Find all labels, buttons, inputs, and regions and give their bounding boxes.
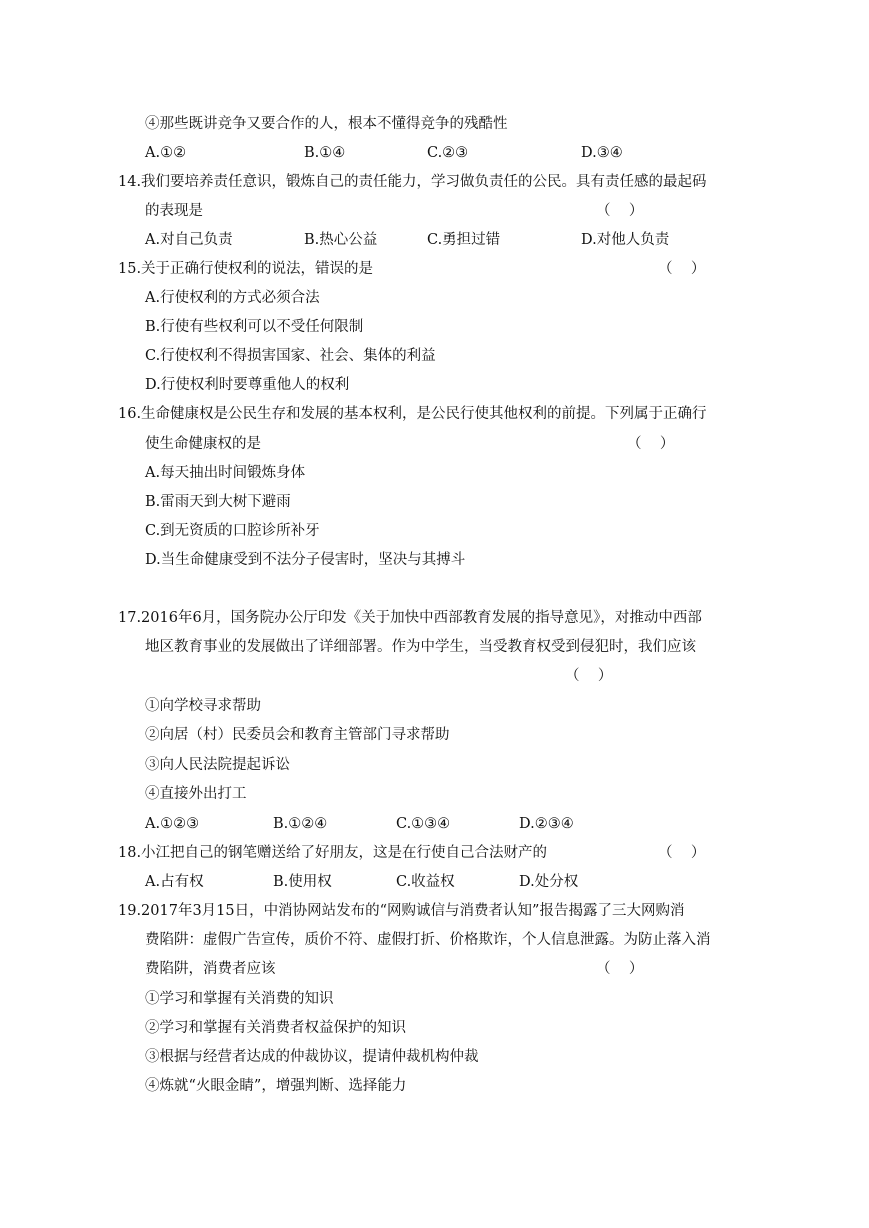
q15-option-d: D.行使权利时要尊重他人的权利 bbox=[145, 377, 350, 393]
q14-answer-blank: （ ） bbox=[596, 203, 644, 219]
q15-stem-line1: 15.关于正确行使权利的说法，错误的是 bbox=[118, 261, 374, 277]
q17-statement-4: ④直接外出打工 bbox=[145, 786, 247, 802]
q17-stem-line2: 地区教育事业的发展做出了详细部署。作为中学生，当受教育权受到侵犯时，我们应该 bbox=[145, 639, 696, 655]
q17-option-d: D.②③④ bbox=[519, 816, 574, 832]
q16-option-d: D.当生命健康受到不法分子侵害时，坚决与其搏斗 bbox=[145, 552, 466, 568]
q14-stem-line1: 14.我们要培养责任意识，锻炼自己的责任能力，学习做负责任的公民。具有责任感的最起码 bbox=[118, 174, 707, 190]
q19-statement-4: ④炼就“火眼金睛”，增强判断、选择能力 bbox=[145, 1078, 407, 1094]
q15-answer-blank: （ ） bbox=[658, 261, 706, 277]
q18-option-d: D.处分权 bbox=[519, 874, 579, 890]
q14-option-c: C.勇担过错 bbox=[427, 232, 501, 248]
q18-option-c: C.收益权 bbox=[396, 874, 455, 890]
q14-option-b: B.热心公益 bbox=[304, 232, 378, 248]
q13-option-a: A.①② bbox=[145, 145, 187, 161]
q16-stem-line2: 使生命健康权的是 bbox=[145, 436, 261, 452]
q15-option-a: A.行使权利的方式必须合法 bbox=[145, 290, 320, 306]
q16-option-b: B.雷雨天到大树下避雨 bbox=[145, 494, 291, 510]
q17-option-a: A.①②③ bbox=[145, 816, 200, 832]
q13-statement-4: ④那些既讲竞争又要合作的人，根本不懂得竞争的残酷性 bbox=[145, 116, 508, 132]
q15-option-c: C.行使权利不得损害国家、社会、集体的利益 bbox=[145, 348, 436, 364]
q18-option-a: A.占有权 bbox=[145, 874, 204, 890]
q17-option-c: C.①③④ bbox=[396, 816, 451, 832]
q16-option-c: C.到无资质的口腔诊所补牙 bbox=[145, 523, 320, 539]
q19-statement-3: ③根据与经营者达成的仲裁协议，提请仲裁机构仲裁 bbox=[145, 1049, 479, 1065]
q16-option-a: A.每天抽出时间锻炼身体 bbox=[145, 465, 306, 481]
q18-answer-blank: （ ） bbox=[658, 845, 706, 861]
q13-option-c: C.②③ bbox=[427, 145, 469, 161]
q19-statement-2: ②学习和掌握有关消费者权益保护的知识 bbox=[145, 1020, 406, 1036]
q17-option-b: B.①②④ bbox=[273, 816, 328, 832]
q16-stem-line1: 16.生命健康权是公民生存和发展的基本权利，是公民行使其他权利的前提。下列属于正确行 bbox=[118, 406, 707, 422]
q19-stem-line3: 费陷阱，消费者应该 bbox=[145, 961, 276, 977]
q14-stem-line2: 的表现是 bbox=[145, 203, 203, 219]
q14-option-d: D.对他人负责 bbox=[581, 232, 670, 248]
q18-stem-line1: 18.小江把自己的钢笔赠送给了好朋友，这是在行使自己合法财产的 bbox=[118, 845, 548, 861]
q19-stem-line1: 19.2017年3月15日，中消协网站发布的“网购诚信与消费者认知”报告揭露了三大网购消 bbox=[118, 903, 685, 919]
q17-statement-3: ③向人民法院提起诉讼 bbox=[145, 757, 290, 773]
q19-statement-1: ①学习和掌握有关消费的知识 bbox=[145, 991, 334, 1007]
q15-option-b: B.行使有些权利可以不受任何限制 bbox=[145, 319, 364, 335]
q19-stem-line2: 费陷阱：虚假广告宣传，质价不符、虚假打折、价格欺诈，个人信息泄露。为防止落入消 bbox=[145, 932, 711, 948]
q19-answer-blank: （ ） bbox=[596, 961, 644, 977]
q17-statement-2: ②向居（村）民委员会和教育主管部门寻求帮助 bbox=[145, 727, 450, 743]
q14-option-a: A.对自己负责 bbox=[145, 232, 233, 248]
q13-option-b: B.①④ bbox=[304, 145, 346, 161]
q17-answer-blank: （ ） bbox=[565, 668, 613, 684]
q17-stem-line1: 17.2016年6月，国务院办公厅印发《关于加快中西部教育发展的指导意见》，对推动中西部 bbox=[118, 610, 702, 626]
q17-statement-1: ①向学校寻求帮助 bbox=[145, 698, 261, 714]
q16-answer-blank: （ ） bbox=[627, 436, 675, 452]
q13-option-d: D.③④ bbox=[581, 145, 623, 161]
q18-option-b: B.使用权 bbox=[273, 874, 332, 890]
